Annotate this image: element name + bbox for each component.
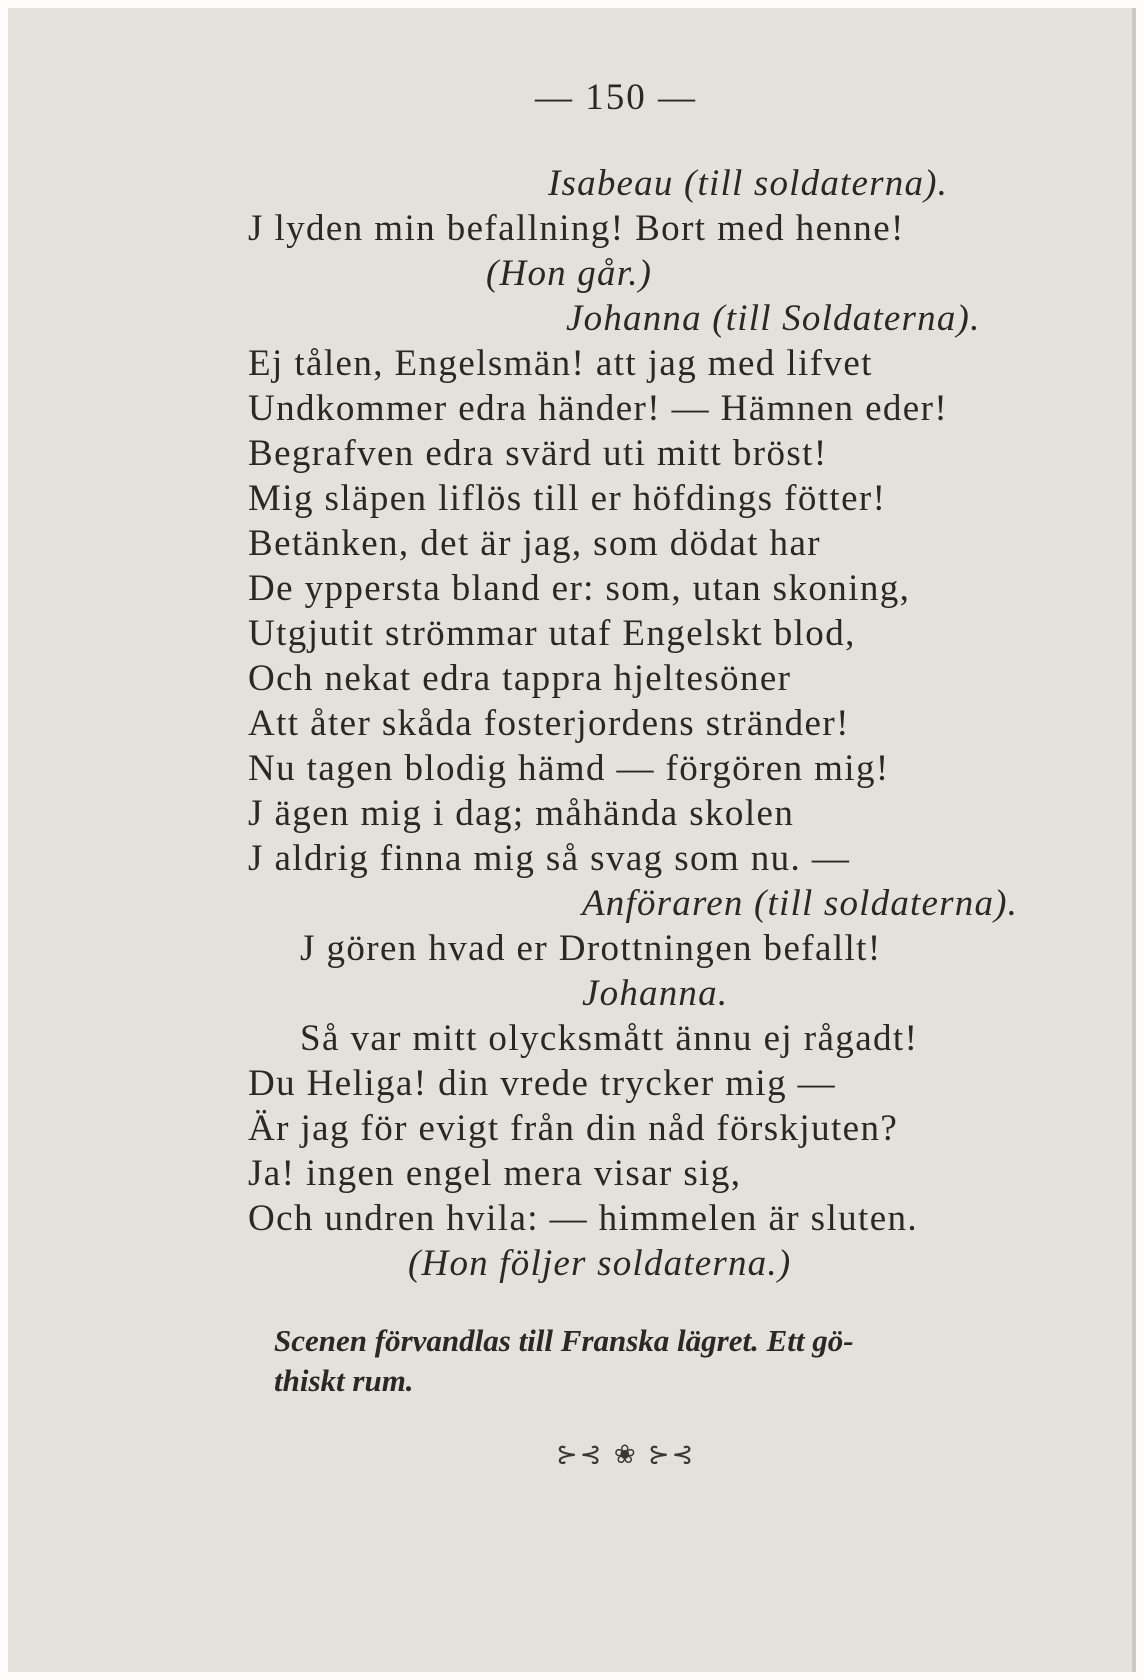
verse-line: Betänken, det är jag, som dödat har (248, 523, 821, 564)
verse-line: Och undren hvila: — himmelen är sluten. (248, 1198, 919, 1239)
verse-line: Ej tålen, Engelsmän! att jag med lifvet (248, 343, 873, 384)
speaker-johanna: Johanna. (582, 973, 729, 1014)
scene-note-line2: thiskt rum. (274, 1363, 414, 1398)
verse-line: Så var mitt olycksmått ännu ej rågadt! (300, 1018, 919, 1059)
speaker-johanna: Johanna (till Soldaterna). (566, 298, 981, 339)
verse-line: Är jag för evigt från din nåd förskjuten? (248, 1108, 899, 1149)
verse-line: Och nekat edra tappra hjeltesöner (248, 658, 792, 699)
verse-line: J aldrig finna mig så svag som nu. — (248, 838, 851, 879)
verse-line: J gören hvad er Drottningen befallt! (300, 928, 882, 969)
verse-line: Att åter skåda fosterjordens stränder! (248, 703, 850, 744)
verse-line: Utgjutit strömmar utaf Engelskt blod, (248, 613, 856, 654)
verse-line: Mig släpen liflös till er höfdings fötter! (248, 478, 887, 519)
book-page (8, 8, 1136, 1672)
verse-line: J ägen mig i dag; måhända skolen (248, 793, 795, 834)
speaker-anforaren: Anföraren (till soldaterna). (582, 883, 1019, 924)
ornament-icon: ⊱⊰ ❀ ⊱⊰ (556, 1440, 696, 1470)
page-number: — 150 — (535, 77, 697, 118)
verse-line: De yppersta bland er: som, utan skoning, (248, 568, 911, 609)
stage-direction: (Hon följer soldaterna.) (408, 1243, 792, 1284)
verse-line: Ja! ingen engel mera visar sig, (248, 1153, 742, 1194)
verse-line: J lyden min befallning! Bort med henne! (248, 208, 905, 249)
verse-line: Begrafven edra svärd uti mitt bröst! (248, 433, 828, 474)
verse-line: Du Heliga! din vrede trycker mig — (248, 1063, 837, 1104)
verse-line: Undkommer edra händer! — Hämnen eder! (248, 388, 949, 429)
verse-line: Nu tagen blodig hämd — förgören mig! (248, 748, 890, 789)
speaker-isabeau: Isabeau (till soldaterna). (548, 163, 949, 204)
stage-direction: (Hon går.) (486, 253, 653, 294)
scene-note-line1: Scenen förvandlas till Franska lägret. Ett gö- (274, 1323, 854, 1358)
